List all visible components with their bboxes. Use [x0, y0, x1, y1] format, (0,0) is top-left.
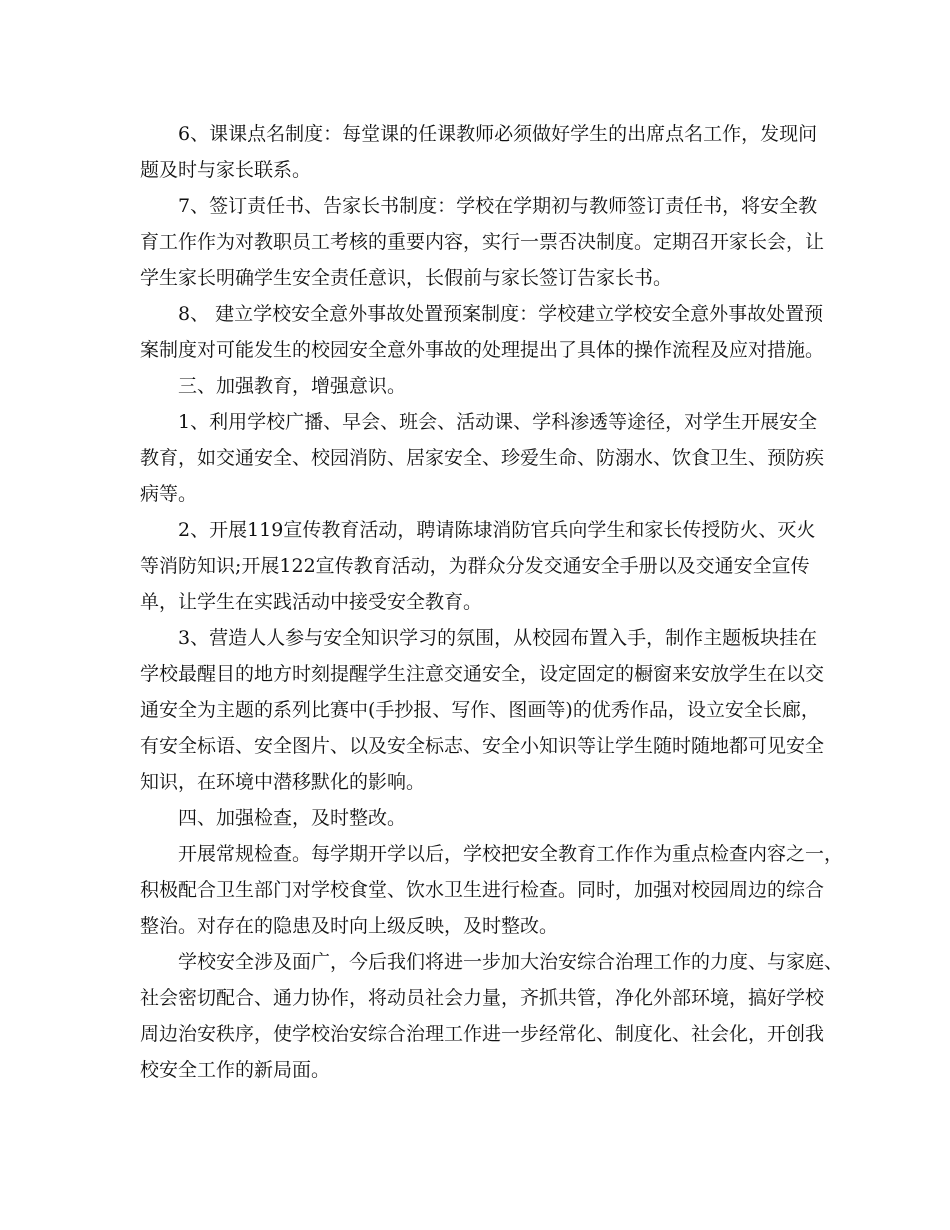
text-line: 题及时与家长联系。 [140, 159, 312, 181]
text-line: 社会密切配合、通力协作，将动员社会力量，齐抓共管，净化外部环境，搞好学校 [140, 987, 825, 1009]
text-line: 等消防知识;开展122宣传教育活动，为群众分发交通安全手册以及交通安全宣传 [140, 555, 810, 577]
text-line: 3、营造人人参与安全知识学习的氛围，从校园布置入手，制作主题板块挂在 [178, 627, 818, 649]
text-line: 校安全工作的新局面。 [140, 1059, 331, 1081]
text-line: 有安全标语、安全图片、以及安全标志、安全小知识等让学生随时随地都可见安全 [140, 735, 825, 757]
document-body [140, 116, 844, 1088]
text-line: 1、利用学校广播、早会、班会、活动课、学科渗透等途径，对学生开展安全 [178, 411, 818, 433]
text-line: 学生家长明确学生安全责任意识，长假前与家长签订告家长书。 [140, 267, 673, 289]
text-line: 2、开展119宣传教育活动，聘请陈埭消防官兵向学生和家长传授防火、灭火 [178, 519, 816, 541]
text-line: 单，让学生在实践活动中接受安全教育。 [140, 591, 483, 613]
text-line: 7、签订责任书、告家长书制度：学校在学期初与教师签订责任书，将安全教 [178, 195, 818, 217]
text-line: 学校安全涉及面广，今后我们将进一步加大治安综合治理工作的力度、与家庭、 [178, 951, 844, 973]
text-line: 学校最醒目的地方时刻提醒学生注意交通安全，设定固定的橱窗来安放学生在以交 [140, 663, 825, 685]
text-line: 案制度对可能发生的校园安全意外事故的处理提出了具体的操作流程及应对措施。 [140, 339, 825, 361]
text-line: 四、加强检查，及时整改。 [178, 807, 407, 829]
text-line: 积极配合卫生部门对学校食堂、饮水卫生进行检查。同时，加强对校园周边的综合 [140, 879, 825, 901]
text-line: 三、加强教育，增强意识。 [178, 375, 407, 397]
text-line: 病等。 [140, 483, 198, 505]
text-line: 通安全为主题的系列比赛中(手抄报、写作、图画等)的优秀作品，设立安全长廊， [140, 699, 820, 721]
text-line: 知识，在环境中潜移默化的影响。 [140, 771, 426, 793]
text-line: 开展常规检查。每学期开学以后，学校把安全教育工作作为重点检查内容之一， [178, 843, 844, 865]
text-line: 整治。对存在的隐患及时向上级反映，及时整改。 [140, 915, 559, 937]
text-line: 教育，如交通安全、校园消防、居家安全、珍爱生命、防溺水、饮食卫生、预防疾 [140, 447, 825, 469]
text-line: 6、课课点名制度：每堂课的任课教师必须做好学生的出席点名工作，发现问 [178, 123, 818, 145]
text-line: 8、 建立学校安全意外事故处置预案制度：学校建立学校安全意外事故处置预 [178, 303, 824, 325]
text-line: 周边治安秩序，使学校治安综合治理工作进一步经常化、制度化、社会化，开创我 [140, 1023, 825, 1045]
text-line: 育工作作为对教职员工考核的重要内容，实行一票否决制度。定期召开家长会，让 [140, 231, 825, 253]
